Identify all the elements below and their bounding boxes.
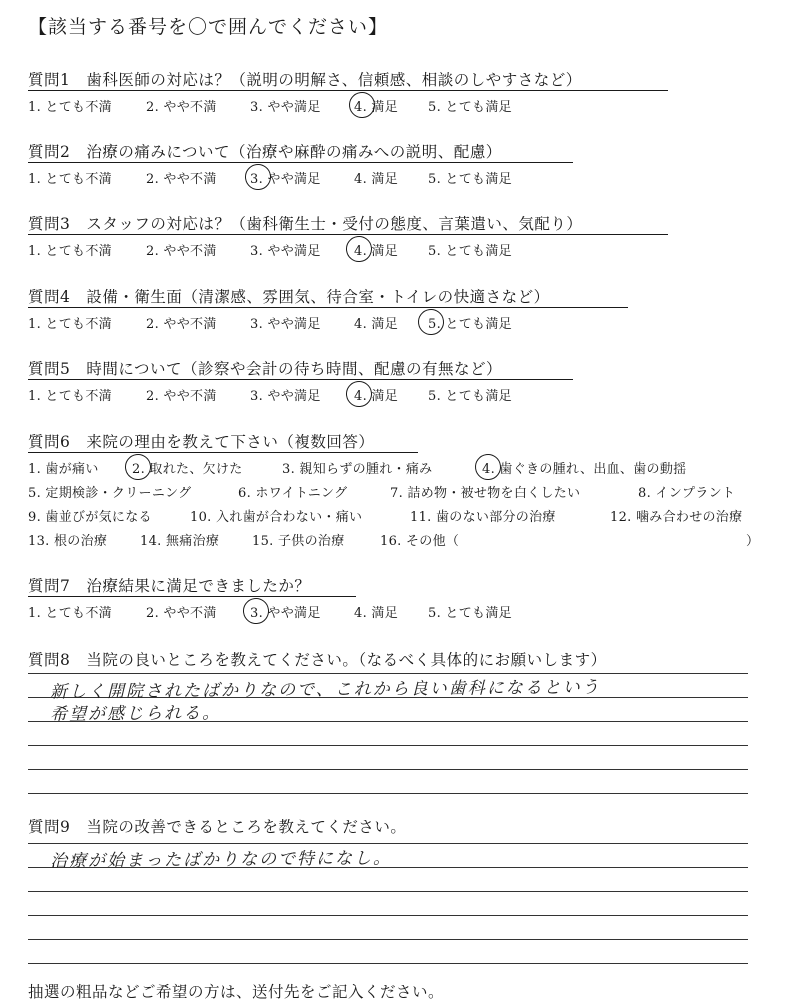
question-5-label: 質問5 時間について（診察や会計の待ち時間、配慮の有無など） (28, 360, 503, 378)
q1-option-4[interactable]: 4. 満足 (354, 100, 399, 115)
q1-option-2[interactable]: 2. やや不満 (146, 100, 217, 115)
q9-answer-line (28, 939, 748, 940)
q2-option-1[interactable]: 1. とても不満 (28, 172, 112, 187)
question-5-options (28, 385, 728, 403)
q3-option-1[interactable]: 1. とても不満 (28, 244, 112, 259)
q9-answer-line (28, 915, 748, 916)
q6-selected-circle-4 (473, 452, 502, 481)
q2-selected-circle (243, 162, 272, 191)
q6-option-1[interactable]: 1. 歯が痛い (28, 462, 99, 477)
q8-answer-line (28, 745, 748, 746)
q6-option-15[interactable]: 15. 子供の治療 (252, 534, 345, 549)
question-4-label: 質問4 設備・衛生面（清潔感、雰囲気、待合室・トイレの快適さなど） (28, 288, 550, 306)
q6-other-close-paren: ） (746, 534, 760, 549)
q3-option-4[interactable]: 4. 満足 (354, 244, 399, 259)
q6-option-12[interactable]: 12. 噛み合わせの治療 (610, 510, 743, 525)
question-8-label: 質問8 当院の良いところを教えてください。（なるべく具体的にお願いします） (28, 651, 607, 669)
q3-selected-circle (344, 234, 373, 263)
q6-option-2[interactable]: 2. 取れた、欠けた (132, 462, 243, 477)
q2-option-3[interactable]: 3. やや満足 (250, 172, 321, 187)
q2-option-5[interactable]: 5. とても満足 (428, 172, 512, 187)
question-3-options (28, 240, 728, 258)
question-7-options (28, 602, 728, 620)
q3-option-3[interactable]: 3. やや満足 (250, 244, 321, 259)
question-9-label: 質問9 当院の改善できるところを教えてください。 (28, 818, 407, 836)
question-2-underline (28, 162, 573, 163)
q6-option-7[interactable]: 7. 詰め物・被せ物を白くしたい (390, 486, 581, 501)
q8-answer-line (28, 769, 748, 770)
q4-option-1[interactable]: 1. とても不満 (28, 317, 112, 332)
question-4-options (28, 313, 728, 331)
q8-handwritten-answer-line-1[interactable]: 新しく開院されたばかりなので、これから良い歯科になるという (49, 677, 601, 703)
question-7-underline (28, 596, 356, 597)
q6-option-10[interactable]: 10. 入れ歯が合わない・痛い (190, 510, 363, 525)
q8-answer-line (28, 793, 748, 794)
q6-option-6[interactable]: 6. ホワイトニング (238, 486, 348, 501)
q6-option-11[interactable]: 11. 歯のない部分の治療 (410, 510, 556, 525)
q2-option-2[interactable]: 2. やや不満 (146, 172, 217, 187)
q1-option-3[interactable]: 3. やや満足 (250, 100, 321, 115)
question-2-label: 質問2 治療の痛みについて（治療や麻酔の痛みへの説明、配慮） (28, 143, 502, 161)
q5-option-3[interactable]: 3. やや満足 (250, 389, 321, 404)
q6-option-5[interactable]: 5. 定期検診・クリーニング (28, 486, 192, 501)
q9-answer-line (28, 891, 748, 892)
q7-selected-circle (241, 596, 270, 625)
q7-option-3[interactable]: 3. やや満足 (250, 606, 321, 621)
q1-selected-circle (347, 90, 376, 119)
q4-option-4[interactable]: 4. 満足 (354, 317, 399, 332)
q5-selected-circle (344, 379, 373, 408)
q5-option-1[interactable]: 1. とても不満 (28, 389, 112, 404)
q4-option-5[interactable]: 5. とても満足 (428, 317, 512, 332)
q6-option-16[interactable]: 16. その他（ (380, 534, 460, 549)
q5-option-5[interactable]: 5. とても満足 (428, 389, 512, 404)
question-5-underline (28, 379, 573, 380)
question-6-row-3 (28, 506, 768, 524)
q9-handwritten-answer-line-1[interactable]: 治療が始まったばかりなので特になし。 (49, 848, 393, 872)
page-title: 【該当する番号を〇で囲んでください】 (28, 16, 389, 38)
question-6-label: 質問6 来院の理由を教えて下さい（複数回答） (28, 433, 375, 451)
q6-option-8[interactable]: 8. インプラント (638, 486, 736, 501)
q5-option-4[interactable]: 4. 満足 (354, 389, 399, 404)
q8-handwritten-answer-line-2[interactable]: 希望が感じられる。 (49, 703, 222, 725)
question-6-row-4 (28, 530, 768, 548)
question-6-row-2 (28, 482, 768, 500)
question-7-label: 質問7 治療結果に満足できましたか？ (28, 577, 311, 595)
q9-answer-line (28, 963, 748, 964)
q6-option-9[interactable]: 9. 歯並びが気になる (28, 510, 152, 525)
q4-option-2[interactable]: 2. やや不満 (146, 317, 217, 332)
q2-option-4[interactable]: 4. 満足 (354, 172, 399, 187)
q6-option-4[interactable]: 4. 歯ぐきの腫れ、出血、歯の動揺 (482, 462, 687, 477)
q1-option-5[interactable]: 5. とても満足 (428, 100, 512, 115)
question-3-label: 質問3 スタッフの対応は？（歯科衛生士・受付の態度、言葉遣い、気配り） (28, 215, 583, 233)
question-1-options (28, 96, 728, 114)
question-4-underline (28, 307, 628, 308)
q7-option-1[interactable]: 1. とても不満 (28, 606, 112, 621)
question-1-underline (28, 90, 668, 91)
q6-option-14[interactable]: 14. 無痛治療 (140, 534, 220, 549)
q7-option-5[interactable]: 5. とても満足 (428, 606, 512, 621)
q3-option-5[interactable]: 5. とても満足 (428, 244, 512, 259)
q7-option-4[interactable]: 4. 満足 (354, 606, 399, 621)
footer-shipping-note: 抽選の粗品などご希望の方は、送付先をご記入ください。 (28, 983, 445, 1001)
q4-option-3[interactable]: 3. やや満足 (250, 317, 321, 332)
q5-option-2[interactable]: 2. やや不満 (146, 389, 217, 404)
q6-selected-circle-2 (123, 452, 152, 481)
q6-option-13[interactable]: 13. 根の治療 (28, 534, 108, 549)
question-6-underline (28, 452, 418, 453)
q6-option-3[interactable]: 3. 親知らずの腫れ・痛み (282, 462, 433, 477)
question-3-underline (28, 234, 668, 235)
q7-option-2[interactable]: 2. やや不満 (146, 606, 217, 621)
question-1-label: 質問1 歯科医師の対応は？（説明の明解さ、信頼感、相談のしやすさなど） (28, 71, 582, 89)
q1-option-1[interactable]: 1. とても不満 (28, 100, 112, 115)
q4-selected-circle (416, 307, 445, 336)
q3-option-2[interactable]: 2. やや不満 (146, 244, 217, 259)
question-2-options (28, 168, 728, 186)
